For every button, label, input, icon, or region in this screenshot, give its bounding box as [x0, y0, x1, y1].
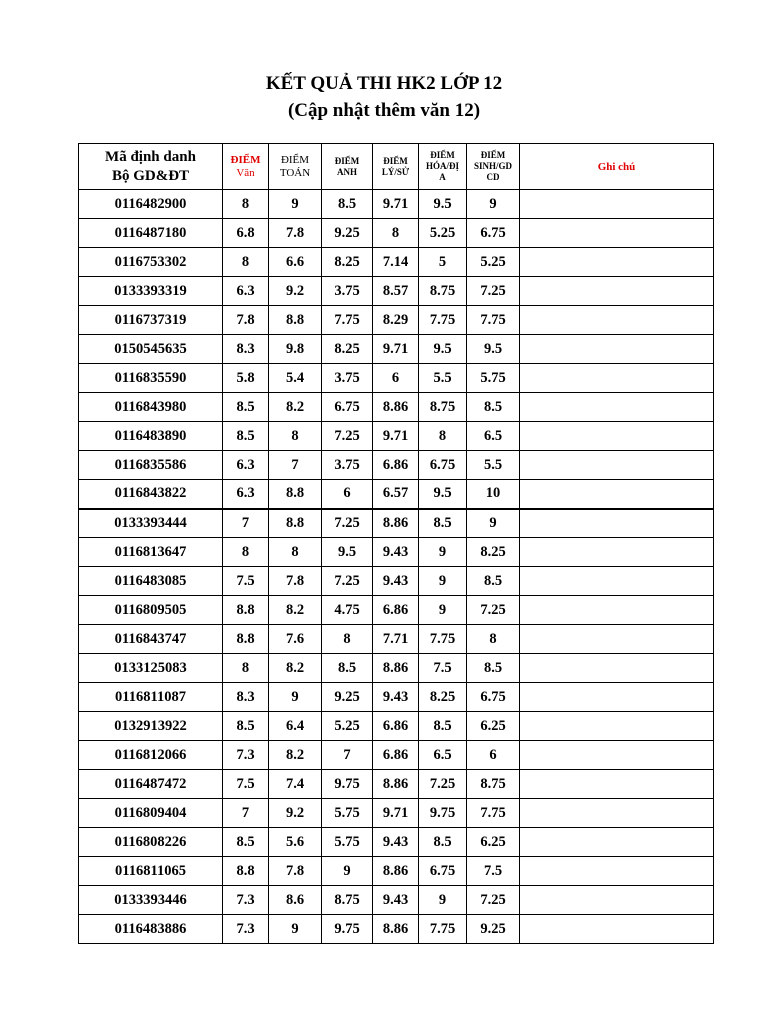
cell-hoadia: 9 — [419, 567, 467, 596]
cell-id: 0116843747 — [79, 625, 223, 654]
table-row — [79, 364, 714, 393]
table-row — [79, 393, 714, 422]
cell-lysu: 8.86 — [373, 654, 419, 683]
cell-hoadia: 9 — [419, 538, 467, 567]
cell-anh: 9.25 — [322, 683, 373, 712]
cell-hoadia: 6.75 — [419, 451, 467, 480]
cell-sinhgdcd: 8.5 — [467, 393, 520, 422]
table-row — [79, 886, 714, 915]
cell-note — [520, 306, 714, 335]
cell-toan: 8.2 — [269, 741, 322, 770]
cell-id: 0116483890 — [79, 422, 223, 451]
cell-anh: 9.75 — [322, 915, 373, 944]
cell-note — [520, 335, 714, 364]
cell-van: 8.5 — [223, 393, 269, 422]
cell-van: 7.3 — [223, 741, 269, 770]
cell-sinhgdcd: 7.25 — [467, 886, 520, 915]
col-header-toan: ĐIỂM TOÁN — [269, 144, 322, 190]
cell-toan: 9.2 — [269, 277, 322, 306]
cell-toan: 7 — [269, 451, 322, 480]
cell-id: 0116808226 — [79, 828, 223, 857]
cell-sinhgdcd: 8.25 — [467, 538, 520, 567]
cell-hoadia: 8.5 — [419, 828, 467, 857]
cell-note — [520, 886, 714, 915]
cell-toan: 5.4 — [269, 364, 322, 393]
cell-id: 0132913922 — [79, 712, 223, 741]
cell-sinhgdcd: 10 — [467, 480, 520, 509]
cell-van: 8.5 — [223, 712, 269, 741]
cell-id: 0116482900 — [79, 190, 223, 219]
cell-hoadia: 7.25 — [419, 770, 467, 799]
cell-note — [520, 277, 714, 306]
cell-lysu: 8.86 — [373, 915, 419, 944]
cell-toan: 9 — [269, 915, 322, 944]
table-row — [79, 654, 714, 683]
cell-anh: 7 — [322, 741, 373, 770]
cell-note — [520, 422, 714, 451]
cell-lysu: 6.86 — [373, 451, 419, 480]
cell-toan: 5.6 — [269, 828, 322, 857]
cell-sinhgdcd: 9.25 — [467, 915, 520, 944]
cell-sinhgdcd: 7.5 — [467, 857, 520, 886]
table-row — [79, 335, 714, 364]
cell-id: 0116487180 — [79, 219, 223, 248]
cell-id: 0116812066 — [79, 741, 223, 770]
col-header-id: Mã định danh Bộ GD&ĐT — [79, 144, 223, 190]
cell-anh: 8.5 — [322, 654, 373, 683]
cell-note — [520, 248, 714, 277]
cell-id: 0116835590 — [79, 364, 223, 393]
table-row — [79, 509, 714, 538]
cell-sinhgdcd: 7.75 — [467, 799, 520, 828]
cell-id: 0133125083 — [79, 654, 223, 683]
cell-van: 8.3 — [223, 335, 269, 364]
cell-lysu: 6.57 — [373, 480, 419, 509]
cell-note — [520, 393, 714, 422]
cell-van: 7.5 — [223, 770, 269, 799]
cell-sinhgdcd: 6.75 — [467, 219, 520, 248]
table-row — [79, 596, 714, 625]
cell-hoadia: 8.5 — [419, 509, 467, 538]
cell-van: 6.3 — [223, 480, 269, 509]
cell-note — [520, 509, 714, 538]
cell-hoadia: 9.5 — [419, 480, 467, 509]
cell-note — [520, 451, 714, 480]
cell-id: 0116813647 — [79, 538, 223, 567]
cell-anh: 8.25 — [322, 335, 373, 364]
cell-anh: 3.75 — [322, 277, 373, 306]
cell-van: 8 — [223, 248, 269, 277]
cell-anh: 5.75 — [322, 799, 373, 828]
cell-hoadia: 8 — [419, 422, 467, 451]
cell-id: 0116737319 — [79, 306, 223, 335]
table-row — [79, 799, 714, 828]
cell-sinhgdcd: 7.25 — [467, 596, 520, 625]
table-row — [79, 567, 714, 596]
cell-note — [520, 741, 714, 770]
cell-id: 0133393319 — [79, 277, 223, 306]
col-header-note: Ghi chú — [520, 144, 714, 190]
cell-sinhgdcd: 9 — [467, 190, 520, 219]
cell-hoadia: 9 — [419, 596, 467, 625]
cell-note — [520, 480, 714, 509]
cell-anh: 8.5 — [322, 190, 373, 219]
cell-anh: 7.25 — [322, 422, 373, 451]
table-header-row — [79, 144, 714, 190]
cell-toan: 7.8 — [269, 567, 322, 596]
cell-van: 7.3 — [223, 886, 269, 915]
cell-lysu: 8.86 — [373, 857, 419, 886]
table-row — [79, 915, 714, 944]
cell-van: 6.3 — [223, 451, 269, 480]
cell-lysu: 9.43 — [373, 683, 419, 712]
table-row — [79, 741, 714, 770]
cell-note — [520, 828, 714, 857]
cell-note — [520, 654, 714, 683]
cell-hoadia: 9.5 — [419, 335, 467, 364]
cell-anh: 3.75 — [322, 364, 373, 393]
cell-hoadia: 8.25 — [419, 683, 467, 712]
cell-lysu: 9.71 — [373, 335, 419, 364]
cell-note — [520, 567, 714, 596]
cell-sinhgdcd: 8 — [467, 625, 520, 654]
cell-lysu: 8.86 — [373, 393, 419, 422]
cell-toan: 8.2 — [269, 393, 322, 422]
cell-sinhgdcd: 5.5 — [467, 451, 520, 480]
cell-toan: 8 — [269, 422, 322, 451]
cell-id: 0116483085 — [79, 567, 223, 596]
cell-toan: 8.8 — [269, 480, 322, 509]
col-header-hoadia: ĐIỂM HÓA/ĐỊ A — [419, 144, 467, 190]
cell-toan: 9 — [269, 190, 322, 219]
cell-toan: 9.8 — [269, 335, 322, 364]
cell-note — [520, 770, 714, 799]
cell-van: 8 — [223, 190, 269, 219]
cell-lysu: 6 — [373, 364, 419, 393]
cell-id: 0116843980 — [79, 393, 223, 422]
cell-toan: 8.8 — [269, 306, 322, 335]
cell-van: 8.3 — [223, 683, 269, 712]
cell-toan: 7.6 — [269, 625, 322, 654]
cell-lysu: 8 — [373, 219, 419, 248]
cell-lysu: 7.14 — [373, 248, 419, 277]
cell-van: 8.5 — [223, 422, 269, 451]
table-row — [79, 190, 714, 219]
cell-toan: 7.8 — [269, 219, 322, 248]
cell-van: 8.5 — [223, 828, 269, 857]
cell-id: 0116809505 — [79, 596, 223, 625]
cell-id: 0116809404 — [79, 799, 223, 828]
cell-note — [520, 596, 714, 625]
cell-hoadia: 5.5 — [419, 364, 467, 393]
cell-anh: 7.75 — [322, 306, 373, 335]
cell-anh: 3.75 — [322, 451, 373, 480]
cell-sinhgdcd: 5.75 — [467, 364, 520, 393]
cell-toan: 6.6 — [269, 248, 322, 277]
cell-anh: 8.25 — [322, 248, 373, 277]
cell-sinhgdcd: 9.5 — [467, 335, 520, 364]
cell-van: 7.5 — [223, 567, 269, 596]
cell-lysu: 8.86 — [373, 770, 419, 799]
cell-lysu: 9.71 — [373, 190, 419, 219]
cell-note — [520, 538, 714, 567]
cell-anh: 7.25 — [322, 509, 373, 538]
cell-lysu: 6.86 — [373, 741, 419, 770]
cell-toan: 6.4 — [269, 712, 322, 741]
cell-hoadia: 5.25 — [419, 219, 467, 248]
cell-lysu: 6.86 — [373, 596, 419, 625]
cell-id: 0116811065 — [79, 857, 223, 886]
cell-toan: 7.8 — [269, 857, 322, 886]
table-row — [79, 683, 714, 712]
page-title: KẾT QUẢ THI HK2 LỚP 12 — [265, 73, 503, 94]
cell-note — [520, 712, 714, 741]
cell-hoadia: 8.75 — [419, 393, 467, 422]
cell-toan: 8.2 — [269, 596, 322, 625]
cell-sinhgdcd: 6.5 — [467, 422, 520, 451]
cell-toan: 7.4 — [269, 770, 322, 799]
cell-id: 0133393446 — [79, 886, 223, 915]
cell-hoadia: 7.75 — [419, 625, 467, 654]
page-subtitle: (Cập nhật thêm văn 12) — [287, 100, 481, 121]
cell-sinhgdcd: 6.75 — [467, 683, 520, 712]
cell-note — [520, 625, 714, 654]
cell-anh: 4.75 — [322, 596, 373, 625]
cell-id: 0133393444 — [79, 509, 223, 538]
cell-lysu: 7.71 — [373, 625, 419, 654]
cell-lysu: 9.43 — [373, 828, 419, 857]
table-row — [79, 277, 714, 306]
cell-anh: 5.75 — [322, 828, 373, 857]
cell-van: 8 — [223, 654, 269, 683]
cell-van: 8.8 — [223, 596, 269, 625]
col-header-van: ĐIỂM Văn — [223, 144, 269, 190]
cell-hoadia: 9 — [419, 886, 467, 915]
cell-sinhgdcd: 9 — [467, 509, 520, 538]
table-row — [79, 219, 714, 248]
cell-van: 7.3 — [223, 915, 269, 944]
cell-anh: 5.25 — [322, 712, 373, 741]
cell-lysu: 8.57 — [373, 277, 419, 306]
cell-toan: 8.2 — [269, 654, 322, 683]
cell-lysu: 9.43 — [373, 538, 419, 567]
cell-hoadia: 5 — [419, 248, 467, 277]
cell-id: 0116843822 — [79, 480, 223, 509]
cell-sinhgdcd: 7.25 — [467, 277, 520, 306]
col-header-anh: ĐIỂM ANH — [322, 144, 373, 190]
cell-sinhgdcd: 5.25 — [467, 248, 520, 277]
table-row — [79, 828, 714, 857]
cell-note — [520, 364, 714, 393]
cell-hoadia: 9.75 — [419, 799, 467, 828]
table-row — [79, 712, 714, 741]
cell-anh: 9.25 — [322, 219, 373, 248]
cell-sinhgdcd: 8.5 — [467, 567, 520, 596]
cell-anh: 6 — [322, 480, 373, 509]
cell-note — [520, 219, 714, 248]
cell-hoadia: 7.5 — [419, 654, 467, 683]
cell-toan: 8 — [269, 538, 322, 567]
cell-lysu: 6.86 — [373, 712, 419, 741]
cell-sinhgdcd: 8.75 — [467, 770, 520, 799]
cell-van: 8.8 — [223, 625, 269, 654]
cell-id: 0116811087 — [79, 683, 223, 712]
cell-note — [520, 799, 714, 828]
table-row — [79, 422, 714, 451]
cell-van: 8 — [223, 538, 269, 567]
cell-lysu: 9.71 — [373, 422, 419, 451]
cell-sinhgdcd: 6.25 — [467, 712, 520, 741]
cell-anh: 9.5 — [322, 538, 373, 567]
cell-note — [520, 190, 714, 219]
cell-id: 0116753302 — [79, 248, 223, 277]
cell-id: 0116835586 — [79, 451, 223, 480]
cell-anh: 6.75 — [322, 393, 373, 422]
cell-toan: 8.6 — [269, 886, 322, 915]
col-header-lysu: ĐIỂM LÝ/SỬ — [373, 144, 419, 190]
cell-hoadia: 9.5 — [419, 190, 467, 219]
cell-hoadia: 8.5 — [419, 712, 467, 741]
cell-note — [520, 915, 714, 944]
cell-toan: 9 — [269, 683, 322, 712]
cell-hoadia: 7.75 — [419, 915, 467, 944]
table-row — [79, 625, 714, 654]
table-row — [79, 306, 714, 335]
cell-toan: 8.8 — [269, 509, 322, 538]
cell-lysu: 8.86 — [373, 509, 419, 538]
table-row — [79, 451, 714, 480]
cell-toan: 9.2 — [269, 799, 322, 828]
cell-lysu: 8.29 — [373, 306, 419, 335]
cell-anh: 9 — [322, 857, 373, 886]
cell-sinhgdcd: 7.75 — [467, 306, 520, 335]
cell-lysu: 9.43 — [373, 886, 419, 915]
col-header-sinhgdcd: ĐIỂM SINH/GD CD — [467, 144, 520, 190]
cell-sinhgdcd: 6 — [467, 741, 520, 770]
cell-lysu: 9.71 — [373, 799, 419, 828]
cell-note — [520, 683, 714, 712]
table-body — [79, 190, 714, 944]
grades-table — [78, 143, 714, 944]
table-row — [79, 480, 714, 509]
cell-van: 8.8 — [223, 857, 269, 886]
cell-lysu: 9.43 — [373, 567, 419, 596]
cell-van: 7 — [223, 509, 269, 538]
cell-van: 7 — [223, 799, 269, 828]
table-row — [79, 770, 714, 799]
cell-sinhgdcd: 6.25 — [467, 828, 520, 857]
cell-hoadia: 6.75 — [419, 857, 467, 886]
cell-id: 0116487472 — [79, 770, 223, 799]
cell-anh: 7.25 — [322, 567, 373, 596]
cell-note — [520, 857, 714, 886]
cell-anh: 9.75 — [322, 770, 373, 799]
cell-id: 0150545635 — [79, 335, 223, 364]
table-row — [79, 857, 714, 886]
cell-van: 6.3 — [223, 277, 269, 306]
cell-anh: 8 — [322, 625, 373, 654]
table-row — [79, 538, 714, 567]
cell-van: 7.8 — [223, 306, 269, 335]
cell-van: 6.8 — [223, 219, 269, 248]
cell-hoadia: 7.75 — [419, 306, 467, 335]
cell-sinhgdcd: 8.5 — [467, 654, 520, 683]
cell-van: 5.8 — [223, 364, 269, 393]
cell-hoadia: 8.75 — [419, 277, 467, 306]
cell-id: 0116483886 — [79, 915, 223, 944]
cell-anh: 8.75 — [322, 886, 373, 915]
table-row — [79, 248, 714, 277]
cell-hoadia: 6.5 — [419, 741, 467, 770]
